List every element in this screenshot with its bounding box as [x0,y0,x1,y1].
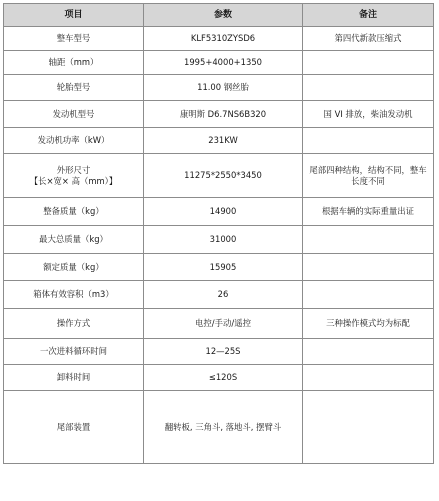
row-item-power: 发动机功率（kW） [4,128,144,154]
row-param-tail-device: 翻转板, 三角斗, 落地斗, 摆臂斗 [144,391,303,464]
row-note-unload-time [303,365,434,391]
table-row [4,198,434,226]
row-item-tail-device: 尾部装置 [4,391,144,464]
row-param-power: 231KW [144,128,303,154]
row-param-curb-weight: 14900 [144,198,303,226]
table-row [4,339,434,365]
row-item-gross-weight: 最大总质量（kg） [4,226,144,254]
row-item-operation: 操作方式 [4,309,144,339]
row-note-wheelbase [303,51,434,75]
row-item-volume: 箱体有效容积（m3） [4,281,144,309]
row-param-dimensions: 11275*2550*3450 [144,154,303,198]
row-param-model: KLF5310ZYSD6 [144,27,303,51]
table-row [4,27,434,51]
table-row [4,154,434,198]
table-row [4,254,434,281]
row-note-rated-weight [303,254,434,281]
table-body [4,27,434,464]
row-param-engine: 康明斯 D6.7NS6B320 [144,101,303,128]
row-item-rated-weight: 额定质量（kg） [4,254,144,281]
header-param: 参数 [144,4,303,27]
header-row [4,4,434,27]
row-item-tire: 轮胎型号 [4,75,144,101]
table-row [4,51,434,75]
row-param-cycle-time: 12—25S [144,339,303,365]
header-note: 备注 [303,4,434,27]
row-item-dimensions [4,154,144,198]
row-item-cycle-time: 一次进料循环时间 [4,339,144,365]
table-row [4,281,434,309]
row-param-operation: 电控/手动/遥控 [144,309,303,339]
table-row [4,226,434,254]
row-param-gross-weight: 31000 [144,226,303,254]
row-note-text: 第四代新款压缩式 [334,33,402,43]
row-note-gross-weight [303,226,434,254]
table-row [4,309,434,339]
table-header [4,4,434,27]
header-item: 项目 [4,4,144,27]
table-row [4,75,434,101]
row-note-text: 国 VI 排放，柴油发动机 [323,108,413,119]
row-note-volume [303,281,434,309]
spec-table [3,3,434,464]
row-param-wheelbase: 1995+4000+1350 [144,51,303,75]
table-row [4,128,434,154]
table-row [4,391,434,464]
row-item-wheelbase: 轴距（mm） [4,51,144,75]
row-note-engine [303,101,434,128]
row-item-curb-weight: 整备质量（kg） [4,198,144,226]
row-note-curb-weight [303,198,434,226]
row-note-text: 根据车辆的实际重量出证 [321,206,415,216]
row-note-dimensions [303,154,434,198]
row-item-unload-time: 卸料时间 [4,365,144,391]
table-row [4,101,434,128]
row-note-text: 尾部四种结构，结构不同，整车长度不同 [309,164,427,186]
row-note-operation [303,309,434,339]
row-note-tail-device [303,391,434,464]
row-item-model: 整车型号 [4,27,144,51]
row-param-rated-weight: 15905 [144,254,303,281]
row-item-engine: 发动机型号 [4,101,144,128]
table-row [4,365,434,391]
row-item-line: 【长×宽× 高（mm）】 [29,175,118,186]
row-note-text: 三种操作模式均为标配 [326,318,410,328]
row-note-tire [303,75,434,101]
row-param-tire: 11.00 钢丝胎 [144,75,303,101]
row-note-model [303,27,434,51]
row-note-power [303,128,434,154]
row-item-line: 外形尺寸 [56,164,91,175]
row-param-unload-time: ≤120S [144,365,303,391]
row-note-cycle-time [303,339,434,365]
row-param-volume: 26 [144,281,303,309]
